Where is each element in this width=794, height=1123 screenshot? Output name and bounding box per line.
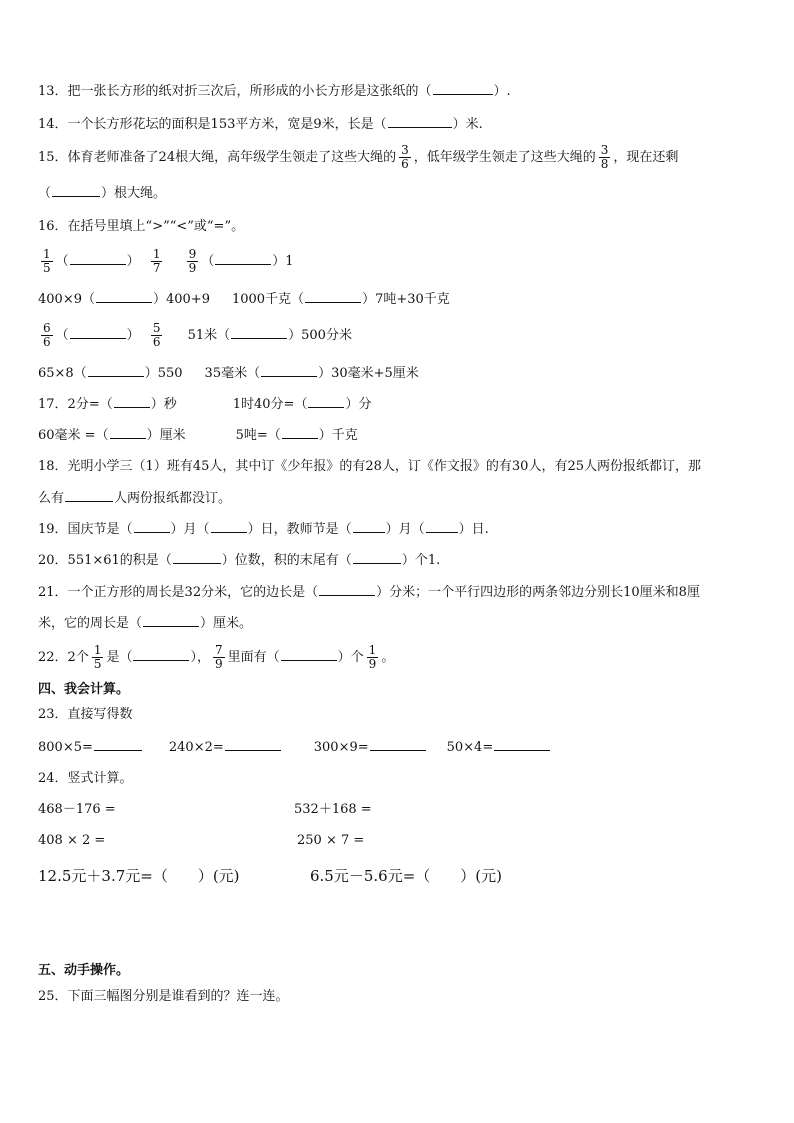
question-14: 14．一个长方形花坛的面积是153平方米，宽是9米，长是（ ）米. [38,117,483,132]
question-13: 13．把一张长方形的纸对折三次后，所形成的小长方形是这张纸的（ ）. [38,84,511,99]
fraction: $\frac{1}{9}$ [368,643,377,671]
answer-blank[interactable] [281,648,337,661]
question-24-row-1b: 532＋168 = [294,802,372,817]
question-24-row-2: 408 × 2 = [38,833,106,848]
question-23-items [38,738,551,757]
answer-blank[interactable] [173,551,221,564]
answer-blank[interactable] [353,520,385,533]
answer-blank[interactable] [494,738,550,751]
question-16-row-1: $\frac{1}{5}$ （ ） $\frac{1}{7}$ $\frac{9}{9}$ （ ）1 [43,247,294,275]
answer-blank[interactable] [305,290,361,303]
question-24-title: 24．竖式计算。 [38,771,133,786]
calc-item: 300×9= [313,740,369,755]
question-16-row-4: 65×8（ ）550 35毫米（ ）30毫米+5厘米 [38,366,419,381]
fraction: $\frac{6}{6}$ [43,321,51,349]
answer-blank[interactable] [426,520,458,533]
answer-blank[interactable] [225,738,281,751]
question-22: 22．2个 $\frac{1}{5}$ 是（ ）， $\frac{7}{9}$ 里面有（ ）个 $\frac{1}{9}$ 。 [38,643,395,671]
question-21-cont: 米，它的周长是（ ）厘米。 [38,616,253,631]
answer-blank[interactable] [353,551,401,564]
fraction: $\frac{1}{7}$ [152,247,161,275]
calc-item: 800×5= [38,740,93,755]
answer-blank[interactable] [282,426,318,439]
answer-blank[interactable] [114,395,150,408]
calc-item: 240×2= [168,740,224,755]
fraction: $\frac{9}{9}$ [188,247,197,275]
question-21: 21．一个正方形的周长是32分米，它的边长是（ ）分米；一个平行四边形的两条邻边分别长10厘米和8厘 [38,585,700,600]
answer-blank[interactable] [370,738,426,751]
answer-blank[interactable] [133,648,189,661]
question-24-row-3: 12.5元＋3.7元=（ ）(元) [38,867,240,885]
answer-blank[interactable] [70,252,126,265]
fraction: $\frac{5}{6}$ [152,321,161,349]
question-24-row-3b: 6.5元－5.6元=（ ）(元) [310,867,502,885]
answer-blank[interactable] [94,738,142,751]
fraction: $\frac{1}{5}$ [43,247,51,275]
section-4-heading: 四、我会计算。 [38,682,130,697]
section-5-heading: 五、动手操作。 [38,963,130,978]
question-25: 25．下面三幅图分别是谁看到的？连一连。 [38,989,289,1004]
answer-blank[interactable] [433,82,493,95]
answer-blank[interactable] [308,395,344,408]
question-15-cont: （ ）根大绳。 [38,186,167,201]
answer-blank[interactable] [70,326,126,339]
answer-blank[interactable] [96,290,152,303]
question-16-title: 16．在括号里填上“>”“<”或“=”。 [38,219,245,234]
calc-item: 50×4= [446,740,494,755]
answer-blank[interactable] [319,583,375,596]
question-23-title: 23．直接写得数 [38,707,133,722]
fraction: $\frac{3}{8}$ [600,143,609,171]
fraction: $\frac{3}{6}$ [401,143,409,171]
answer-blank[interactable] [65,489,113,502]
answer-blank[interactable] [215,252,271,265]
answer-blank[interactable] [134,520,170,533]
question-18: 18．光明小学三（1）班有45人，其中订《少年报》的有28人，订《作文报》的有30人，有25人两份报纸都订，那 [38,459,701,474]
question-24-row-2b: 250 × 7 = [297,833,365,848]
answer-blank[interactable] [110,426,146,439]
question-19: 19．国庆节是（ ）月（ ）日，教师节是（ ）月（ ）日. [38,522,489,537]
question-24-row-1: 468－176 = [38,802,116,817]
question-15: 15．体育老师准备了24根大绳，高年级学生领走了这些大绳的 $\frac{3}{6}$ ，低年级学生领走了这些大绳的 $\frac{3}{8}$ ，现在还剩 [38,143,679,171]
answer-blank[interactable] [143,614,199,627]
question-18-cont: 么有 人两份报纸都没订。 [38,491,232,506]
answer-blank[interactable] [211,520,247,533]
fraction: $\frac{1}{5}$ [93,643,102,671]
question-16-row-2: 400×9（ ）400+9 1000千克（ ）7吨+30千克 [38,292,450,307]
question-20: 20．551×61的积是（ ）位数，积的末尾有（ ）个1. [38,553,441,568]
question-17-row-2: 60毫米 =（ ）厘米 5吨=（ ）千克 [38,428,358,443]
question-16-row-3: $\frac{6}{6}$ （ ） $\frac{5}{6}$ 51米（ ）500分米 [43,321,352,349]
answer-blank[interactable] [52,184,100,197]
fraction: $\frac{7}{9}$ [215,643,223,671]
question-17-row-1: 17．2分=（ ）秒 1时40分=（ ）分 [38,397,372,412]
answer-blank[interactable] [88,364,144,377]
answer-blank[interactable] [231,326,287,339]
answer-blank[interactable] [261,364,317,377]
answer-blank[interactable] [388,115,452,128]
